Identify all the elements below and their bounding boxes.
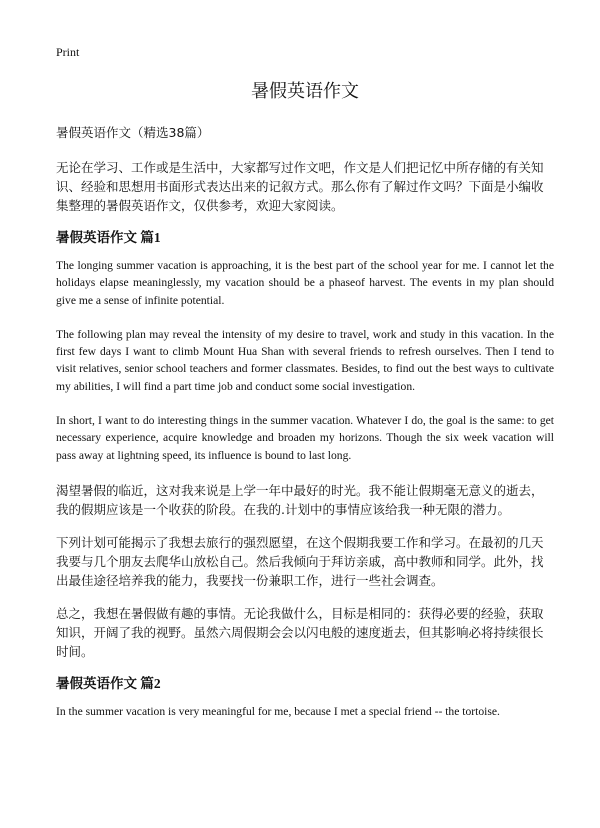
document-subtitle: 暑假英语作文（精选38篇） — [56, 125, 210, 140]
english-paragraph: The longing summer vacation is approaching, it is the best part of the school year for me. I cannot let the holidays elapse meaninglessly, my vacation should be a phaseof harvest. The events in my plan should give me a sense of infinite potential. — [56, 259, 554, 307]
english-paragraph: The following plan may reveal the intensity of my desire to travel, work and study in this vacation. In the first few days I want to climb Mount Hua Shan with several friends to refresh ourselves. Then I tend to visit relatives, senior school teachers and former classmates. Besides, to find out the best ways to cultivate my abilities, I will find a part time job and conduct some social investigation. — [56, 327, 554, 393]
chinese-paragraph: 渴望暑假的临近，这对我来说是上学一年中最好的时光。我不能让假期毫无意义的逝去，我的假期应该是一个收获的阶段。在我的.计划中的事情应该给我一种无限的潜力。 — [56, 482, 544, 517]
section-heading: 暑假英语作文 篇1 — [56, 230, 161, 245]
page-title: 暑假英语作文 — [251, 81, 359, 102]
chinese-paragraph: 总之，我想在暑假做有趣的事情。无论我做什么，目标是相同的：获得必要的经验，获取知识，开阔了我的视野。虽然六周假期会会以闪电般的速度逝去，但其影响必将持续很长时间。 — [56, 605, 544, 659]
chinese-paragraph: 下列计划可能揭示了我想去旅行的强烈愿望，在这个假期我要工作和学习。在最初的几天我要与几个朋友去爬华山放松自己。然后我倾向于拜访亲戚，高中教师和同学。此外，找出最佳途径培养我的能力，我要找一份兼职工作，进行一些社会调查。 — [56, 534, 544, 588]
print-label[interactable]: Print — [56, 45, 80, 59]
english-paragraph: In short, I want to do interesting things in the summer vacation. Whatever I do, the goal is the same: to get necessary experience, acquire knowledge and broaden my horizons. Though the six week vacation will pass away at lightning speed, its influence is bound to last long. — [56, 414, 554, 462]
english-paragraph: In the summer vacation is very meaningful for me, because I met a special friend -- the tortoise. — [56, 704, 500, 718]
intro-paragraph: 无论在学习、工作或是生活中，大家都写过作文吧，作文是人们把记忆中所存储的有关知识、经验和思想用书面形式表达出来的记叙方式。那么你有了解过作文吗？下面是小编收集整理的暑假英语作文，仅供参考，欢迎大家阅读。 — [56, 160, 544, 213]
section-heading: 暑假英语作文 篇2 — [56, 675, 161, 691]
